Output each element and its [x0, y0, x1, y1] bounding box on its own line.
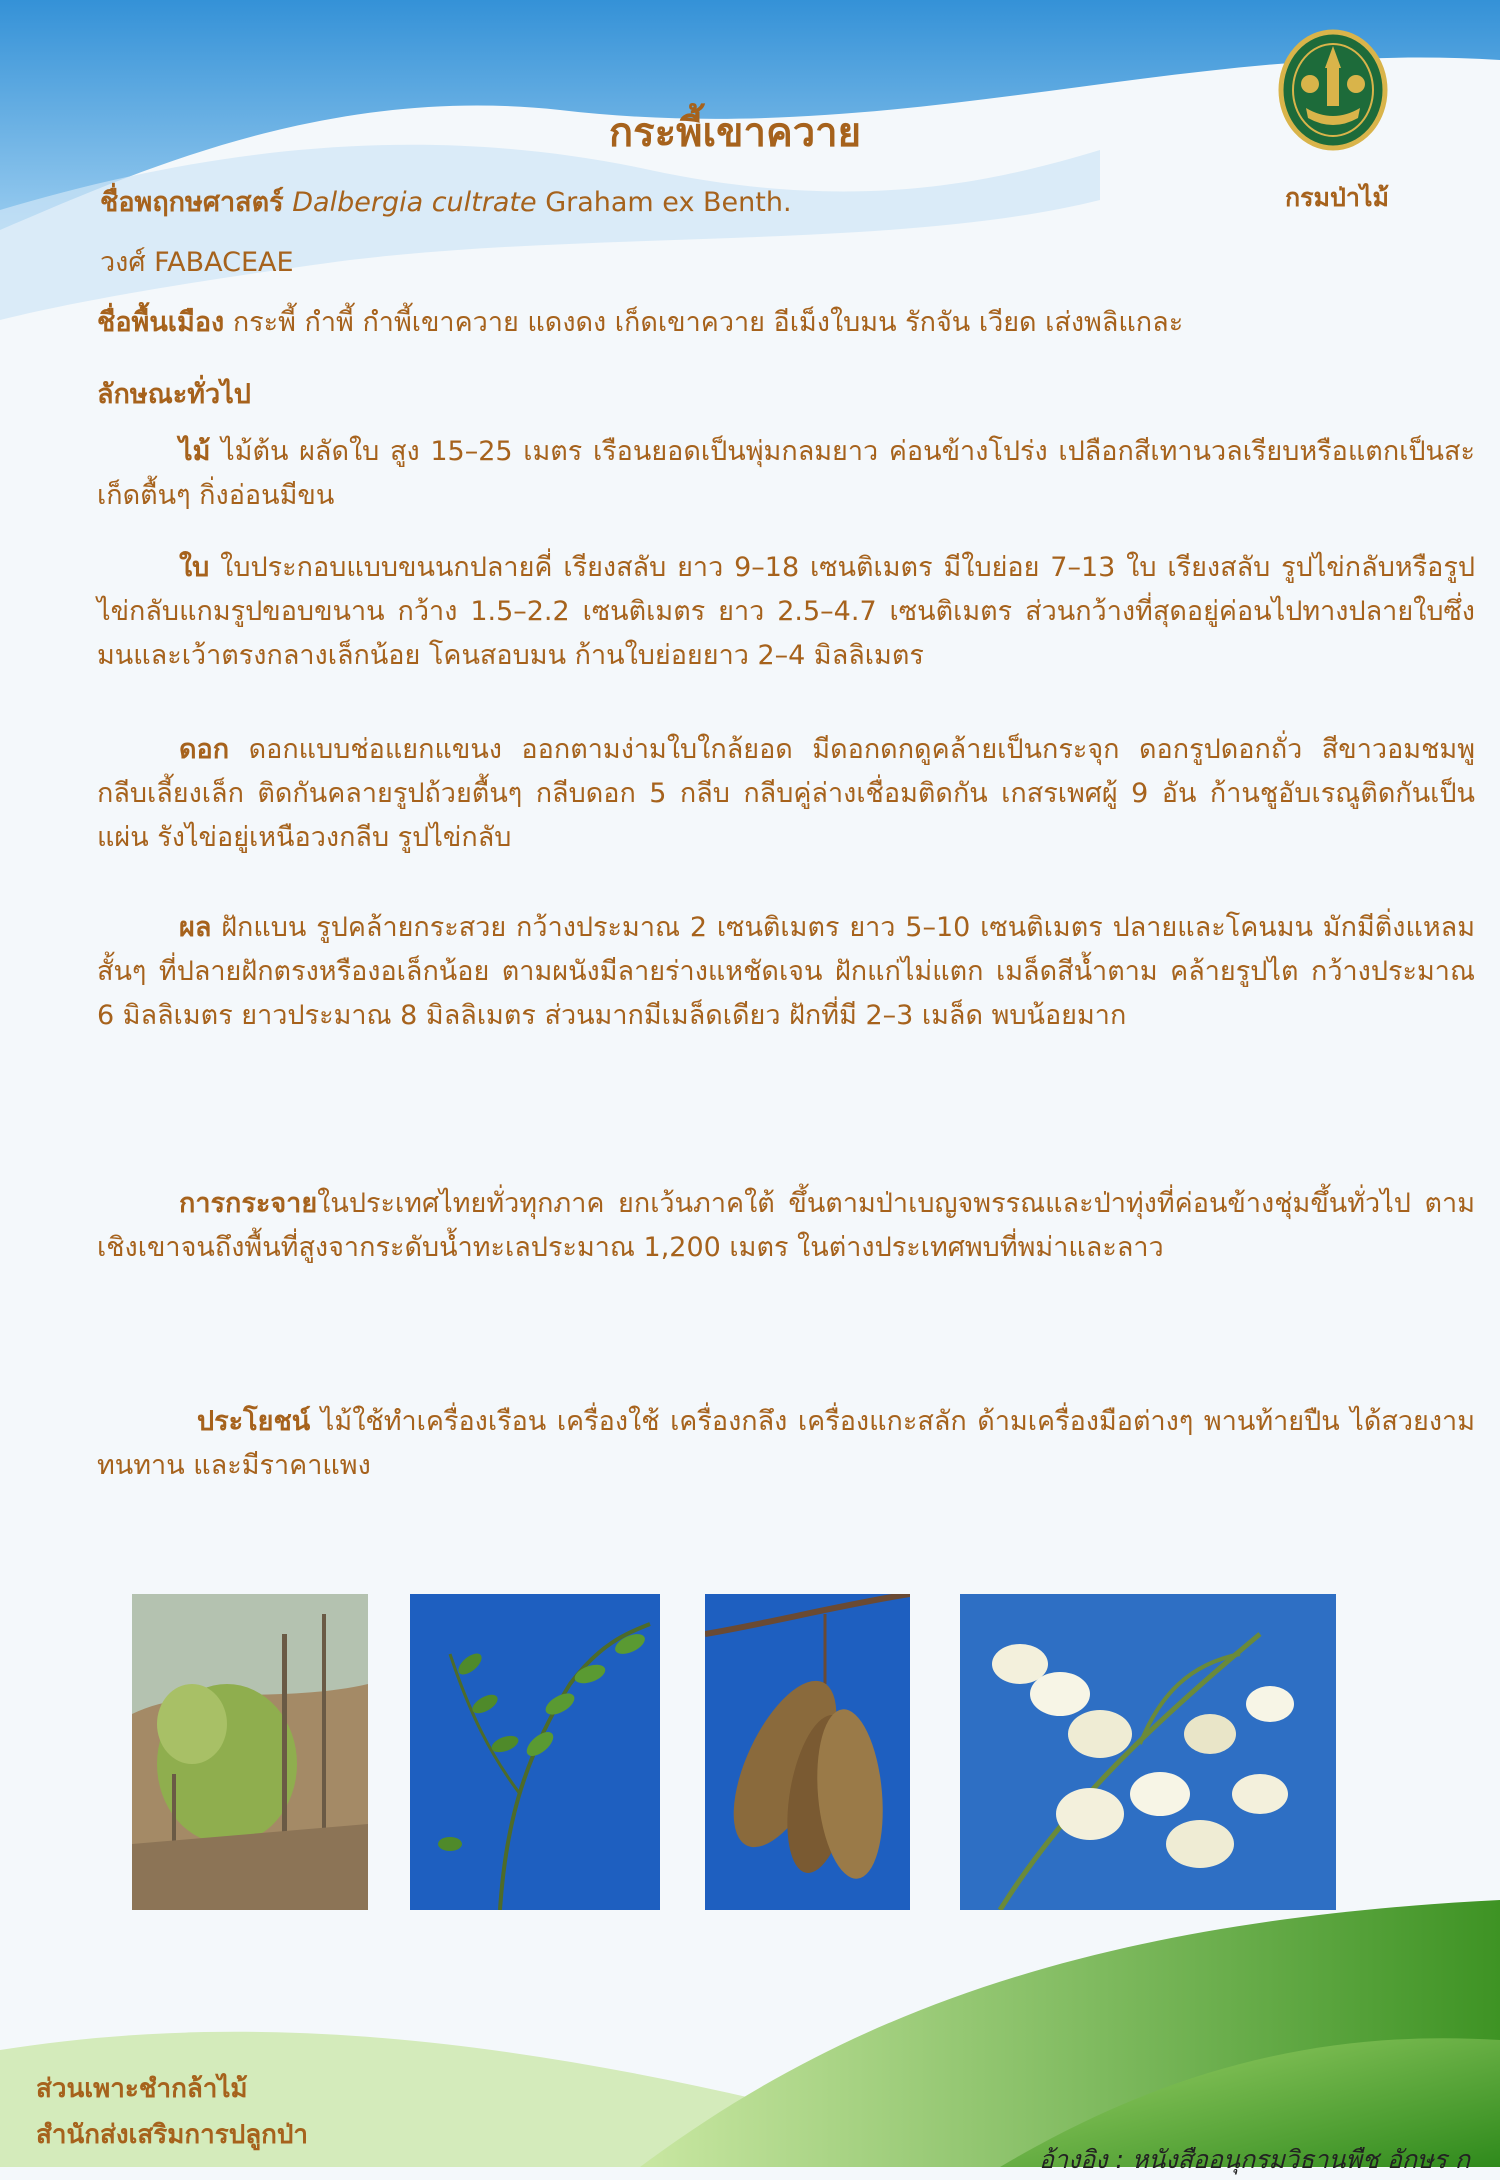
- distribution-description: [97, 1182, 1475, 1270]
- family-label: วงศ์: [100, 247, 146, 278]
- fruit-label: ผล: [179, 912, 212, 943]
- scientific-author: Graham ex Benth.: [536, 187, 792, 218]
- fruit-description: [97, 906, 1475, 1038]
- fruit-text: ฝักแบน รูปคล้ายกระสวย กว้างประมาณ 2 เซนติเมตร ยาว 5–10 เซนติเมตร ปลายและโคนมน มักมีติ่งแหลมสั้นๆ ที่ปลายฝักตรงหรืองอเล็กน้อย ตามผนังมีลายร่างแหชัดเจน ฝักแก่ไม่แตก เมล็ดสีน้ำตาม คล้ายรูปไต กว้างประมาณ 6 มิลลิเมตร ยาวประมาณ 8 มิลลิเมตร ส่วนมากมีเมล็ดเดียว ฝักที่มี 2–3 เมล็ด พบน้อยมาก: [97, 912, 1475, 1031]
- footer-unit: ส่วนเพาะชำกล้าไม้: [36, 2074, 248, 2104]
- uses-text: ไม้ใช้ทำเครื่องเรือน เครื่องใช้ เครื่องกลึง เครื่องแกะสลัก ด้ามเครื่องมือต่างๆ พานท้ายปืน ได้สวยงาม ทนทาน และมีราคาแพง: [97, 1406, 1475, 1481]
- tree-label: ไม้: [179, 436, 211, 467]
- tree-text: ไม้ต้น ผลัดใบ สูง 15–25 เมตร เรือนยอดเป็นพุ่มกลมยาว ค่อนข้างโปร่ง เปลือกสีเทานวลเรียบหรือแตกเป็นสะเก็ดตื้นๆ กิ่งอ่อนมีขน: [97, 436, 1475, 511]
- footer-office: สำนักส่งเสริมการปลูกป่า: [36, 2120, 308, 2150]
- uses-description: [97, 1400, 1475, 1488]
- photo-flowers: [960, 1594, 1336, 1910]
- local-names-label: ชื่อพื้นเมือง: [97, 307, 225, 338]
- family-line: [100, 240, 294, 283]
- leaf-description: [97, 546, 1475, 678]
- footer-reference: อ้างอิง : หนังสืออนุกรมวิธานพืช อักษร ก: [1039, 2145, 1470, 2174]
- photo-leaves: [410, 1594, 660, 1910]
- uses-label: ประโยชน์: [197, 1406, 311, 1437]
- flower-label: ดอก: [179, 734, 230, 765]
- family-value: FABACEAE: [154, 247, 294, 278]
- distribution-text: ในประเทศไทยทั่วทุกภาค ยกเว้นภาคใต้ ขึ้นตามป่าเบญจพรรณและป่าทุ่งที่ค่อนข้างชุ่มขึ้นทั่วไป ตามเชิงเขาจนถึงพื้นที่สูงจากระดับน้ำทะเลประมาณ 1,200 เมตร ในต่างประเทศพบที่พม่าและลาว: [97, 1188, 1475, 1263]
- tree-description: [97, 430, 1475, 518]
- logo-caption: กรมป่าไม้: [1284, 183, 1389, 212]
- page-title: กระพี้เขาควาย: [608, 110, 862, 156]
- leaf-label: ใบ: [179, 552, 210, 583]
- flower-description: [97, 728, 1475, 860]
- photo-pods: [705, 1594, 910, 1910]
- photo-tree-habit: [132, 1594, 368, 1910]
- scientific-name-label: ชื่อพฤกษศาสตร์: [100, 187, 284, 218]
- distribution-label: การกระจาย: [179, 1188, 318, 1219]
- local-names-value: กระพี้ กำพี้ กำพี้เขาควาย แดงดง เก็ดเขาควาย อีเม็งใบมน รักจัน เวียด เส่งพลิแกละ: [224, 307, 1184, 338]
- general-heading: ลักษณะทั่วไป: [97, 379, 251, 410]
- leaf-text: ใบประกอบแบบขนนกปลายคี่ เรียงสลับ ยาว 9–18 เซนติเมตร มีใบย่อย 7–13 ใบ เรียงสลับ รูปไข่กลับหรือรูปไข่กลับแกมรูปขอบขนาน กว้าง 1.5–2.2 เซนติเมตร ยาว 2.5–4.7 เซนติเมตร ส่วนกว้างที่สุดอยู่ค่อนไปทางปลายใบซึ่งมนและเว้าตรงกลางเล็กน้อย โคนสอบมน ก้านใบย่อยยาว 2–4 มิลลิเมตร: [97, 552, 1475, 671]
- scientific-name-line: [100, 180, 792, 223]
- local-names-line: [97, 300, 1183, 343]
- royal-forest-department-emblem: [1278, 28, 1388, 160]
- flower-text: ดอกแบบช่อแยกแขนง ออกตามง่ามใบใกล้ยอด มีดอกดกดูคล้ายเป็นกระจุก ดอกรูปดอกถั่ว สีขาวอมชมพู กลีบเลี้ยงเล็ก ติดกันคลายรูปถ้วยตื้นๆ กลีบดอก 5 กลีบ กลีบคู่ล่างเชื่อมติดกัน เกสรเพศผู้ 9 อัน ก้านชูอับเรณูติดกันเป็นแผ่น รังไข่อยู่เหนือวงกลีบ รูปไข่กลับ: [97, 734, 1475, 853]
- scientific-name: Dalbergia cultrate: [292, 187, 537, 218]
